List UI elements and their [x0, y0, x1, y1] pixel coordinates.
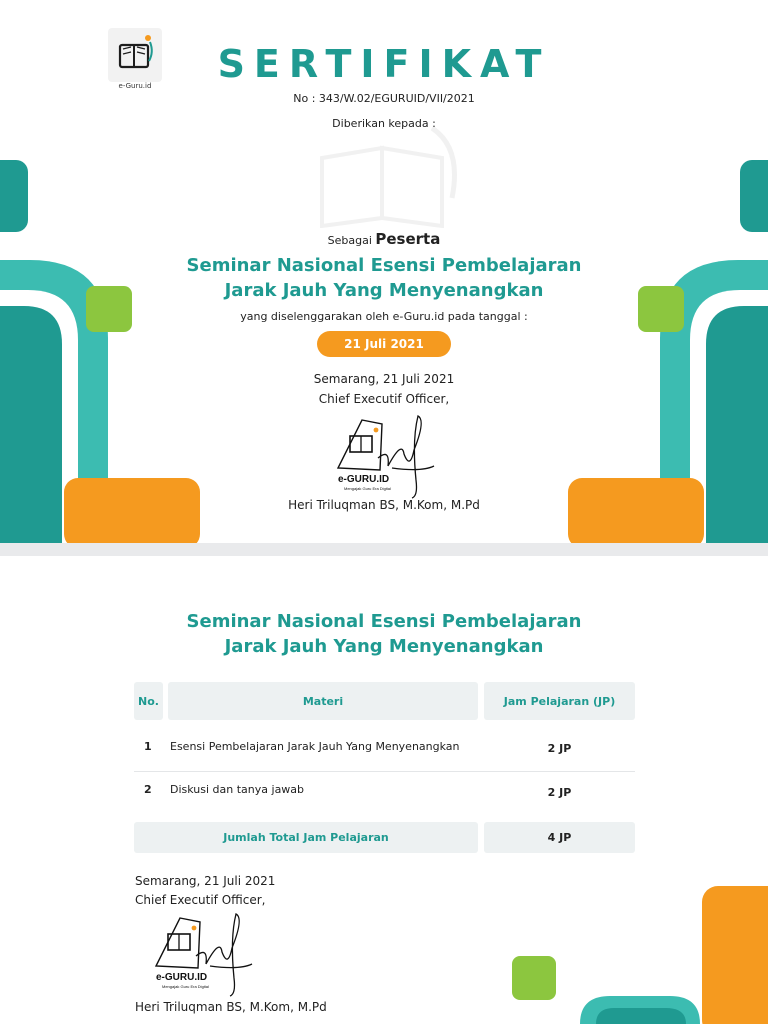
curriculum-page [0, 556, 768, 1024]
row-materi: Diskusi dan tanya jawab [170, 783, 305, 796]
given-to-label: Diberikan kepada : [332, 117, 436, 130]
total-value: 4 JP [484, 822, 635, 853]
right-decoration [568, 160, 768, 543]
held-by-text: yang diselenggarakan oleh e-Guru.id pada tanggal : [240, 310, 528, 323]
logo-caption: e-Guru.id [118, 82, 152, 90]
header-materi: Materi [168, 682, 478, 720]
certificate-number: No : 343/W.02/EGURUID/VII/2021 [293, 92, 475, 105]
row-materi: Esensi Pembelajaran Jarak Jauh Yang Menyenangkan [170, 740, 460, 753]
curriculum-signer-title: Chief Executif Officer, [135, 893, 266, 907]
header-no: No. [134, 682, 163, 720]
role-prefix: Sebagai [327, 234, 372, 247]
curriculum-signer-name: Heri Triluqman BS, M.Kom, M.Pd [135, 1000, 327, 1014]
stamp-subtext: Mengajak Guru Era Digital [344, 486, 391, 491]
role-value: Peserta [375, 230, 441, 248]
signer-name: Heri Triluqman BS, M.Kom, M.Pd [288, 498, 480, 512]
row-no: 2 [144, 783, 152, 796]
event-title-line1: Seminar Nasional Esensi Pembelajaran [186, 255, 582, 276]
row-no: 1 [144, 740, 152, 753]
stamp-signature [150, 908, 260, 998]
signer-title: Chief Executif Officer, [318, 392, 450, 406]
stamp-signature [332, 410, 442, 500]
stamp-text: e-GURU.ID [338, 474, 390, 485]
total-label: Jumlah Total Jam Pelajaran [134, 822, 478, 853]
stamp-subtext: Mengajak Guru Era Digital [162, 984, 209, 989]
row-jp: 2 JP [547, 742, 572, 755]
place-date: Semarang, 21 Juli 2021 [313, 372, 455, 386]
certificate-title: SERTIFIKAT [217, 42, 551, 86]
row-divider [134, 771, 635, 772]
event-date-badge: 21 Juli 2021 [317, 331, 451, 357]
curriculum-title-line1: Seminar Nasional Esensi Pembelajaran [186, 611, 582, 632]
corner-decoration [500, 876, 768, 1024]
stamp-text: e-GURU.ID [156, 972, 208, 983]
curriculum-title-line2: Jarak Jauh Yang Menyenangkan [224, 636, 544, 657]
row-jp: 2 JP [547, 786, 572, 799]
left-decoration [0, 160, 200, 543]
role-line [0, 230, 768, 248]
header-jp: Jam Pelajaran (JP) [484, 682, 635, 720]
event-title-line2: Jarak Jauh Yang Menyenangkan [224, 280, 544, 301]
curriculum-place-date: Semarang, 21 Juli 2021 [135, 874, 276, 888]
